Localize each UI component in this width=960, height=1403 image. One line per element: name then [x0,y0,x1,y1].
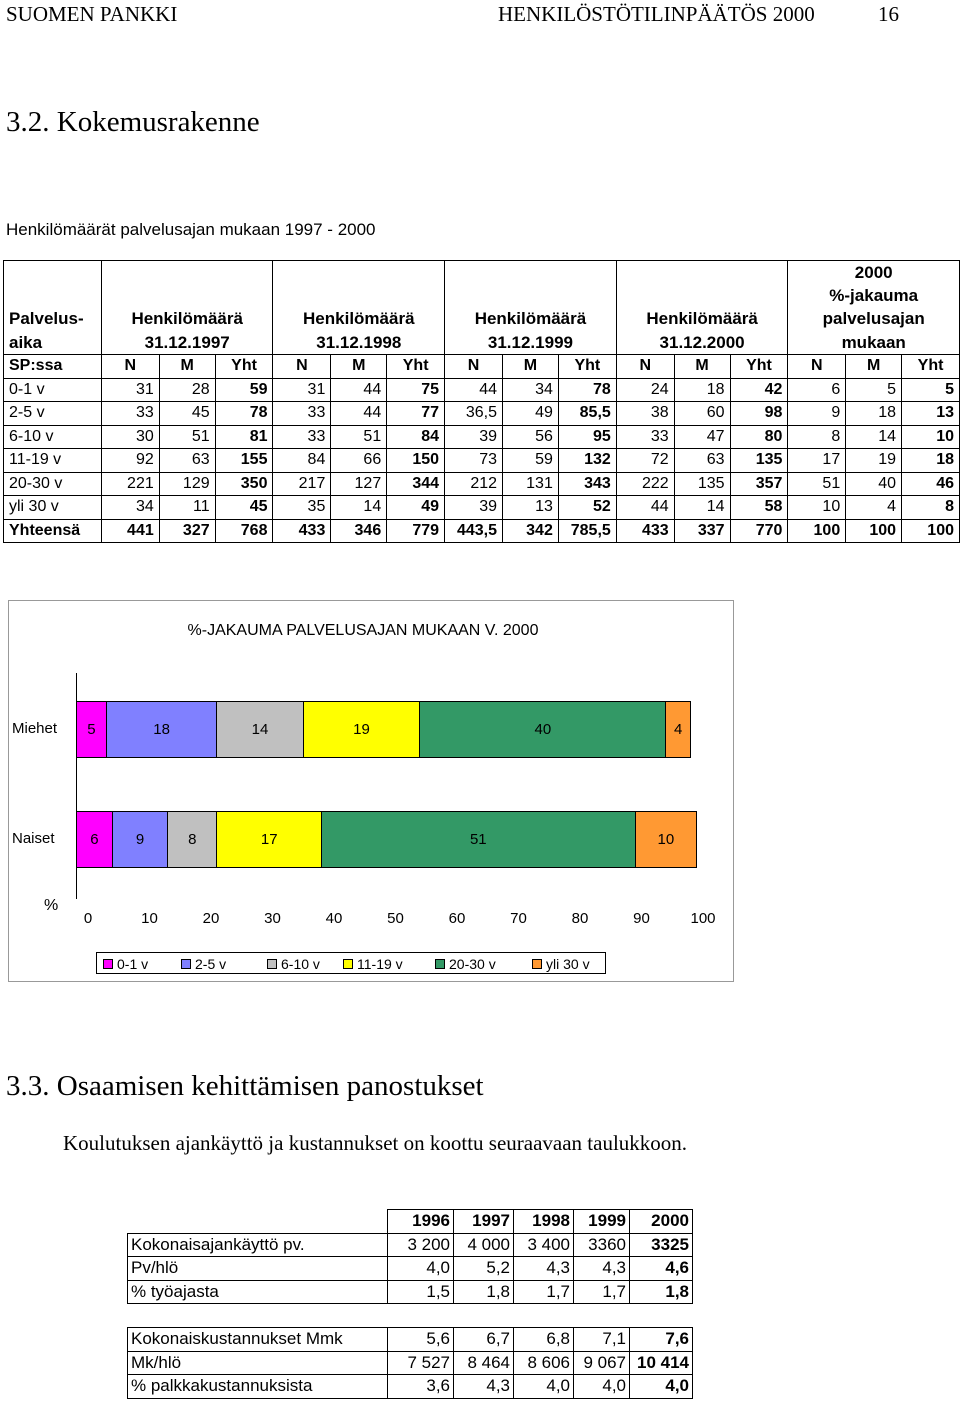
legend-label: 0-1 v [117,956,149,972]
bar-segment [666,701,691,758]
total-cell: 443,5 [445,519,503,543]
tick-label: 20 [202,910,220,927]
tick-label: 70 [510,910,527,927]
cell: 3 400 [514,1233,574,1257]
table-row [4,472,960,496]
g2-head-1: Henkilömäärä [273,308,445,332]
subhead-yht: Yht [902,355,960,379]
cell: 44 [445,378,503,402]
subhead-yht: Yht [558,355,616,379]
total-cell: 337 [674,519,730,543]
category-label: Naiset [12,830,55,847]
total-cell: 770 [730,519,788,543]
cell: 13 [902,402,960,426]
cell: 10 [902,425,960,449]
cell: 131 [503,472,559,496]
cell: 4,0 [514,1375,574,1399]
table-row [4,449,960,473]
total-cell: 346 [331,519,387,543]
subhead-m: M [674,355,730,379]
cell: 78 [215,402,273,426]
cell: 7 527 [388,1351,454,1375]
legend-swatch [103,959,113,969]
cell: 5 [846,378,902,402]
legend-swatch [181,959,191,969]
cell: 51 [788,472,846,496]
total-cell: 100 [902,519,960,543]
cell: 10 [788,496,846,520]
header-right: HENKILÖSTÖTILINPÄÄTÖS 2000 [498,2,815,26]
subhead-n: N [788,355,846,379]
total-cell: 100 [846,519,902,543]
cell: 49 [503,402,559,426]
year-header: 1999 [574,1210,630,1234]
cell: 34 [503,378,559,402]
row-label: 0-1 v [4,378,102,402]
cell: 1,7 [514,1280,574,1304]
subhead-yht: Yht [730,355,788,379]
cell: 4 000 [454,1233,514,1257]
g5-head-3: palvelusajan [788,308,960,332]
table-title: Henkilömäärät palvelusajan mukaan 1997 - 2000 [6,220,376,239]
legend-label: 20-30 v [449,956,496,972]
tick-label: 10 [141,910,158,927]
bar-segment [217,701,303,758]
cell: 52 [558,496,616,520]
cell: 9 [788,402,846,426]
data-label: 6 [90,831,99,848]
x-axis-label: % [44,897,59,914]
cell: 3,6 [388,1375,454,1399]
data-label: 10 [657,831,675,848]
page-number: 16 [878,2,899,26]
cell: 4,6 [630,1257,693,1281]
cell: 18 [846,402,902,426]
cell: 1,8 [630,1280,693,1304]
legend-swatch [343,959,353,969]
cell: 33 [101,402,159,426]
legend-item [532,956,590,972]
tick-label: 80 [571,910,589,927]
bar-segment [322,811,636,868]
tick-label: 40 [325,910,343,927]
table-row [128,1328,693,1352]
year-header: 1996 [388,1210,454,1234]
cell: 18 [674,378,730,402]
cell: 4,3 [454,1375,514,1399]
cell: 63 [674,449,730,473]
cell: 1,5 [388,1280,454,1304]
cell: 14 [331,496,387,520]
g4-head-1: Henkilömäärä [616,308,788,332]
cell: 31 [273,378,331,402]
cell: 3360 [574,1233,630,1257]
data-label: 9 [135,831,145,848]
cell: 8 [788,425,846,449]
subhead-n: N [101,355,159,379]
training-cost-table [127,1327,693,1399]
row-label: Kokonaisajankäyttö pv. [128,1233,388,1257]
tick-label: 90 [633,910,650,927]
cell: 24 [616,378,674,402]
cell: 350 [215,472,273,496]
cell: 1,8 [454,1280,514,1304]
cell: 60 [674,402,730,426]
legend-label: 2-5 v [195,956,227,972]
tick-label: 60 [448,910,466,927]
staff-by-service-table [3,260,960,543]
total-label: Yhteensä [4,519,102,543]
cell: 51 [159,425,215,449]
cell: 73 [445,449,503,473]
data-label: 5 [87,721,96,738]
section-3-3-text: Koulutuksen ajankäyttö ja kustannukset on koottu seuraavaan taulukkoon. [63,1131,688,1155]
row-label: 11-19 v [4,449,102,473]
tick-label: 100 [690,910,716,927]
cell: 34 [101,496,159,520]
cell: 4,0 [630,1375,693,1399]
year-header: 1997 [454,1210,514,1234]
table-row [4,378,960,402]
cell: 80 [730,425,788,449]
cell: 44 [331,378,387,402]
col0-head-3: SP:ssa [4,355,102,379]
cell: 135 [674,472,730,496]
bar-segment [420,701,666,758]
cell: 17 [788,449,846,473]
table-row [4,425,960,449]
legend-swatch [267,959,277,969]
g1-head-1: Henkilömäärä [101,308,273,332]
cell: 127 [331,472,387,496]
cell: 63 [159,449,215,473]
legend-item [343,956,403,972]
subhead-yht: Yht [387,355,445,379]
total-row [4,519,960,543]
cell: 19 [846,449,902,473]
bar-segment [113,811,168,868]
g5-head-2: %-jakauma [788,284,960,308]
total-cell: 342 [503,519,559,543]
chart-legend [96,952,606,974]
total-cell: 441 [101,519,159,543]
cell: 7,1 [574,1328,630,1352]
data-label: 17 [260,831,278,848]
cell: 30 [101,425,159,449]
total-cell: 100 [788,519,846,543]
cell: 10 414 [630,1351,693,1375]
row-label: 2-5 v [4,402,102,426]
cell: 11 [159,496,215,520]
subhead-n: N [445,355,503,379]
total-cell: 779 [387,519,445,543]
cell: 9 067 [574,1351,630,1375]
cell: 98 [730,402,788,426]
legend-label: 11-19 v [357,956,403,972]
cell: 56 [503,425,559,449]
data-label: 18 [153,721,170,738]
year-header: 1998 [514,1210,574,1234]
table-row [4,496,960,520]
bar-segment [304,701,421,758]
tick-label: 0 [83,910,93,927]
cell: 6,7 [454,1328,514,1352]
cell: 47 [674,425,730,449]
cell: 4,0 [574,1375,630,1399]
cell: 95 [558,425,616,449]
g1-head-2: 31.12.1997 [101,331,273,355]
cell: 222 [616,472,674,496]
data-label: 51 [469,831,487,848]
cell: 3325 [630,1233,693,1257]
legend-item [267,956,320,972]
legend-swatch [435,959,445,969]
g3-head-1: Henkilömäärä [445,308,617,332]
cell: 8 464 [454,1351,514,1375]
cell: 38 [616,402,674,426]
g4-head-2: 31.12.2000 [616,331,788,355]
cell: 132 [558,449,616,473]
cell: 8 [902,496,960,520]
col0-head-2: aika [4,331,102,355]
section-heading-3-3: 3.3. Osaamisen kehittämisen panostukset [6,1070,484,1102]
legend-item [103,956,148,972]
row-label: Mk/hlö [128,1351,388,1375]
cell: 4 [846,496,902,520]
legend-item [181,956,226,972]
total-cell: 327 [159,519,215,543]
cell: 44 [331,402,387,426]
cell: 84 [273,449,331,473]
cell: 46 [902,472,960,496]
cell: 40 [846,472,902,496]
section-heading-3-2: 3.2. Kokemusrakenne [6,106,260,138]
cell: 18 [902,449,960,473]
total-cell: 785,5 [558,519,616,543]
cell: 357 [730,472,788,496]
data-label: 19 [353,721,370,738]
col0-head-1: Palvelus- [4,308,102,332]
cell: 14 [846,425,902,449]
row-label: 6-10 v [4,425,102,449]
cell: 4,0 [388,1257,454,1281]
legend-item [435,956,496,972]
bar-segment [217,811,322,868]
cell: 36,5 [445,402,503,426]
cell: 49 [387,496,445,520]
cell: 44 [616,496,674,520]
header-left: SUOMEN PANKKI [6,2,178,26]
table-row [128,1257,693,1281]
cell: 5,6 [388,1328,454,1352]
cell: 42 [730,378,788,402]
cell: 344 [387,472,445,496]
subhead-m: M [159,355,215,379]
subhead-m: M [331,355,387,379]
total-cell: 433 [616,519,674,543]
subhead-n: N [273,355,331,379]
cell: 58 [730,496,788,520]
cell: 84 [387,425,445,449]
cell: 77 [387,402,445,426]
tick-label: 50 [387,910,404,927]
row-label: Kokonaiskustannukset Mmk [128,1328,388,1352]
g5-head-4: mukaan [788,331,960,355]
year-header-row [128,1210,693,1234]
cell: 8 606 [514,1351,574,1375]
row-label: % työajasta [128,1280,388,1304]
total-cell: 433 [273,519,331,543]
cell: 5,2 [454,1257,514,1281]
data-label: 8 [188,831,197,848]
g2-head-2: 31.12.1998 [273,331,445,355]
bar-segment [636,811,698,868]
cell: 6 [788,378,846,402]
cell: 39 [445,496,503,520]
cell: 14 [674,496,730,520]
cell: 129 [159,472,215,496]
cell: 35 [273,496,331,520]
tick-label: 30 [264,910,281,927]
row-label: yli 30 v [4,496,102,520]
cell: 66 [331,449,387,473]
year-header: 2000 [630,1210,693,1234]
chart-title: %-JAKAUMA PALVELUSAJAN MUKAAN V. 2000 [187,622,539,639]
cell: 31 [101,378,159,402]
data-label: 40 [534,721,552,738]
cell: 51 [331,425,387,449]
cell: 7,6 [630,1328,693,1352]
cell: 217 [273,472,331,496]
cell: 4,3 [574,1257,630,1281]
cell: 13 [503,496,559,520]
cell: 59 [503,449,559,473]
table-row [128,1280,693,1304]
total-cell: 768 [215,519,273,543]
cell: 72 [616,449,674,473]
bar-segment [107,701,218,758]
table-row [4,402,960,426]
cell: 150 [387,449,445,473]
cell: 5 [902,378,960,402]
cell: 33 [273,425,331,449]
training-time-table [127,1209,693,1304]
g5-head-1: 2000 [788,261,960,285]
cell: 45 [159,402,215,426]
data-label: 4 [674,721,683,738]
table-row [128,1375,693,1399]
row-label: 20-30 v [4,472,102,496]
subhead-m: M [503,355,559,379]
legend-label: yli 30 v [546,956,590,972]
cell: 3 200 [388,1233,454,1257]
cell: 92 [101,449,159,473]
table-row [128,1233,693,1257]
cell: 45 [215,496,273,520]
cell: 81 [215,425,273,449]
cell: 33 [616,425,674,449]
subhead-yht: Yht [215,355,273,379]
row-label: % palkkakustannuksista [128,1375,388,1399]
subhead-n: N [616,355,674,379]
table-row [128,1351,693,1375]
cell: 39 [445,425,503,449]
category-label: Miehet [12,720,58,737]
bar-segment [76,811,113,868]
legend-swatch [532,959,542,969]
cell: 343 [558,472,616,496]
data-label: 14 [251,721,269,738]
cell: 221 [101,472,159,496]
cell: 1,7 [574,1280,630,1304]
cell: 59 [215,378,273,402]
cell: 75 [387,378,445,402]
cell: 78 [558,378,616,402]
cell: 85,5 [558,402,616,426]
cell: 33 [273,402,331,426]
subhead-m: M [846,355,902,379]
cell: 212 [445,472,503,496]
cell: 28 [159,378,215,402]
cell: 6,8 [514,1328,574,1352]
bar-segment [76,701,107,758]
legend-label: 6-10 v [281,956,320,972]
g3-head-2: 31.12.1999 [445,331,617,355]
cell: 155 [215,449,273,473]
bar-segment [168,811,217,868]
cell: 4,3 [514,1257,574,1281]
cell: 135 [730,449,788,473]
row-label: Pv/hlö [128,1257,388,1281]
